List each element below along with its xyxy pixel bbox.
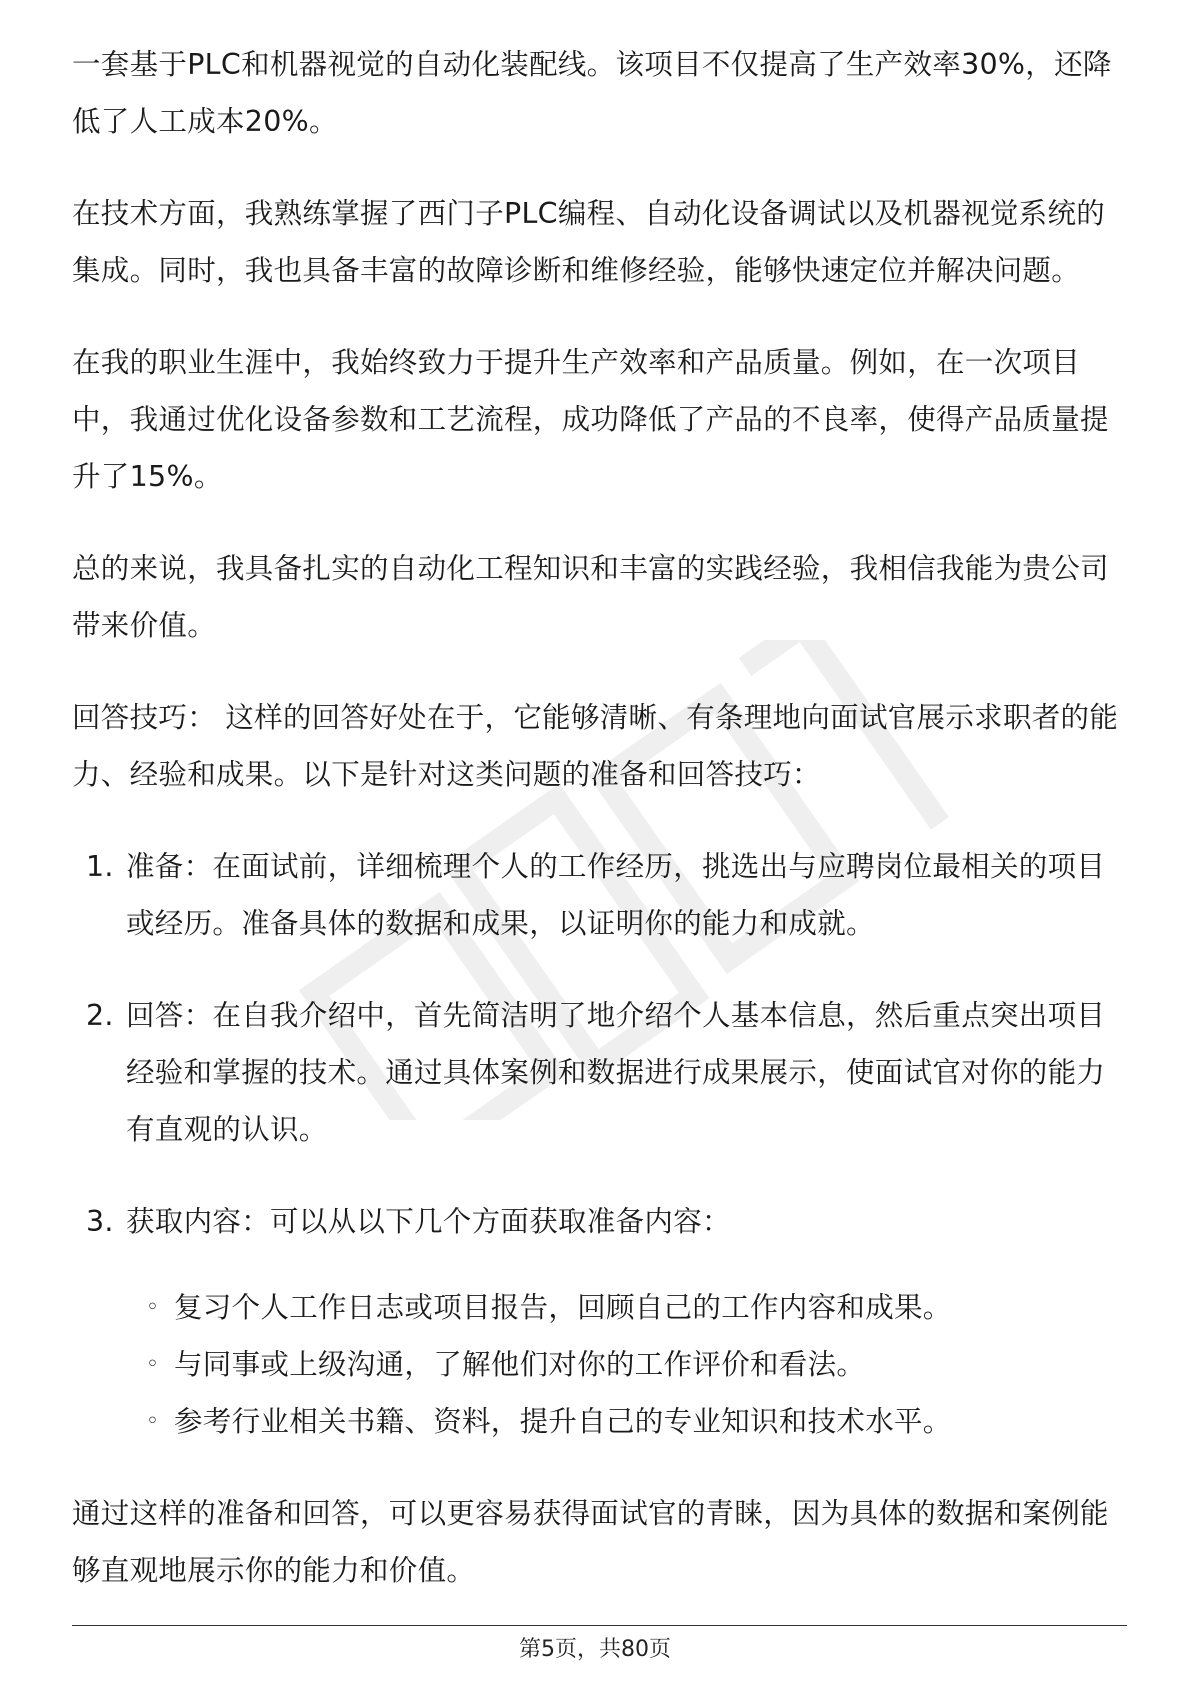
sub-list-item: [126, 1336, 1127, 1393]
footer-divider: [72, 1625, 1127, 1626]
paragraph-project: 一套基于PLC和机器视觉的自动化装配线。该项目不仅提高了生产效率30%，还降低了人工成本20%。: [72, 48, 1112, 138]
document-body: [72, 36, 1127, 1634]
tip-item-answer: [72, 987, 1127, 1158]
tips-list: [72, 838, 1127, 1450]
bullet-icon: ◦: [146, 1409, 160, 1434]
paragraph-closing: 通过这样的准备和回答，可以更容易获得面试官的青睐，因为具体的数据和案例能够直观地展示你的能力和价值。: [72, 1497, 1109, 1587]
paragraph-summary: 总的来说，我具备扎实的自动化工程知识和丰富的实践经验，我相信我能为贵公司带来价值。: [72, 552, 1109, 642]
paragraph-technical: 在技术方面，我熟练掌握了西门子PLC编程、自动化设备调试以及机器视觉系统的集成。同时，我也具备丰富的故障诊断和维修经验，能够快速定位并解决问题。: [72, 197, 1106, 287]
sub-item-text: 复习个人工作日志或项目报告，回顾自己的工作内容和成果。: [174, 1291, 952, 1324]
paragraph-answer-tips: 回答技巧： 这样的回答好处在于，它能够清晰、有条理地向面试官展示求职者的能力、经验和成果。以下是针对这类问题的准备和回答技巧：: [72, 701, 1119, 791]
tip-text: 获取内容：可以从以下几个方面获取准备内容：: [126, 1205, 731, 1238]
sub-list: [126, 1279, 1127, 1450]
sub-item-text: 参考行业相关书籍、资料，提升自己的专业知识和技术水平。: [174, 1405, 952, 1438]
list-number: 1.: [86, 850, 114, 883]
tip-item-prepare: [72, 838, 1127, 952]
page-number: 第5页，共80页: [519, 1637, 671, 1662]
sub-item-text: 与同事或上级沟通，了解他们对你的工作评价和看法。: [174, 1348, 866, 1381]
list-number: 3.: [86, 1205, 114, 1238]
tip-item-content: [72, 1193, 1127, 1450]
tip-text: 准备：在面试前，详细梳理个人的工作经历，挑选出与应聘岗位最相关的项目或经历。准备具体的数据和成果，以证明你的能力和成就。: [126, 850, 1106, 940]
bullet-icon: ◦: [146, 1352, 160, 1377]
sub-list-item: [126, 1393, 1127, 1450]
paragraph-career: 在我的职业生涯中，我始终致力于提升生产效率和产品质量。例如，在一次项目中，我通过优化设备参数和工艺流程，成功降低了产品的不良率，使得产品质量提升了15%。: [72, 346, 1109, 493]
list-number: 2.: [86, 999, 114, 1032]
sub-list-item: [126, 1279, 1127, 1336]
bullet-icon: ◦: [146, 1295, 160, 1320]
tip-text: 回答：在自我介绍中，首先简洁明了地介绍个人基本信息，然后重点突出项目经验和掌握的技术。通过具体案例和数据进行成果展示，使面试官对你的能力有直观的认识。: [126, 999, 1106, 1146]
